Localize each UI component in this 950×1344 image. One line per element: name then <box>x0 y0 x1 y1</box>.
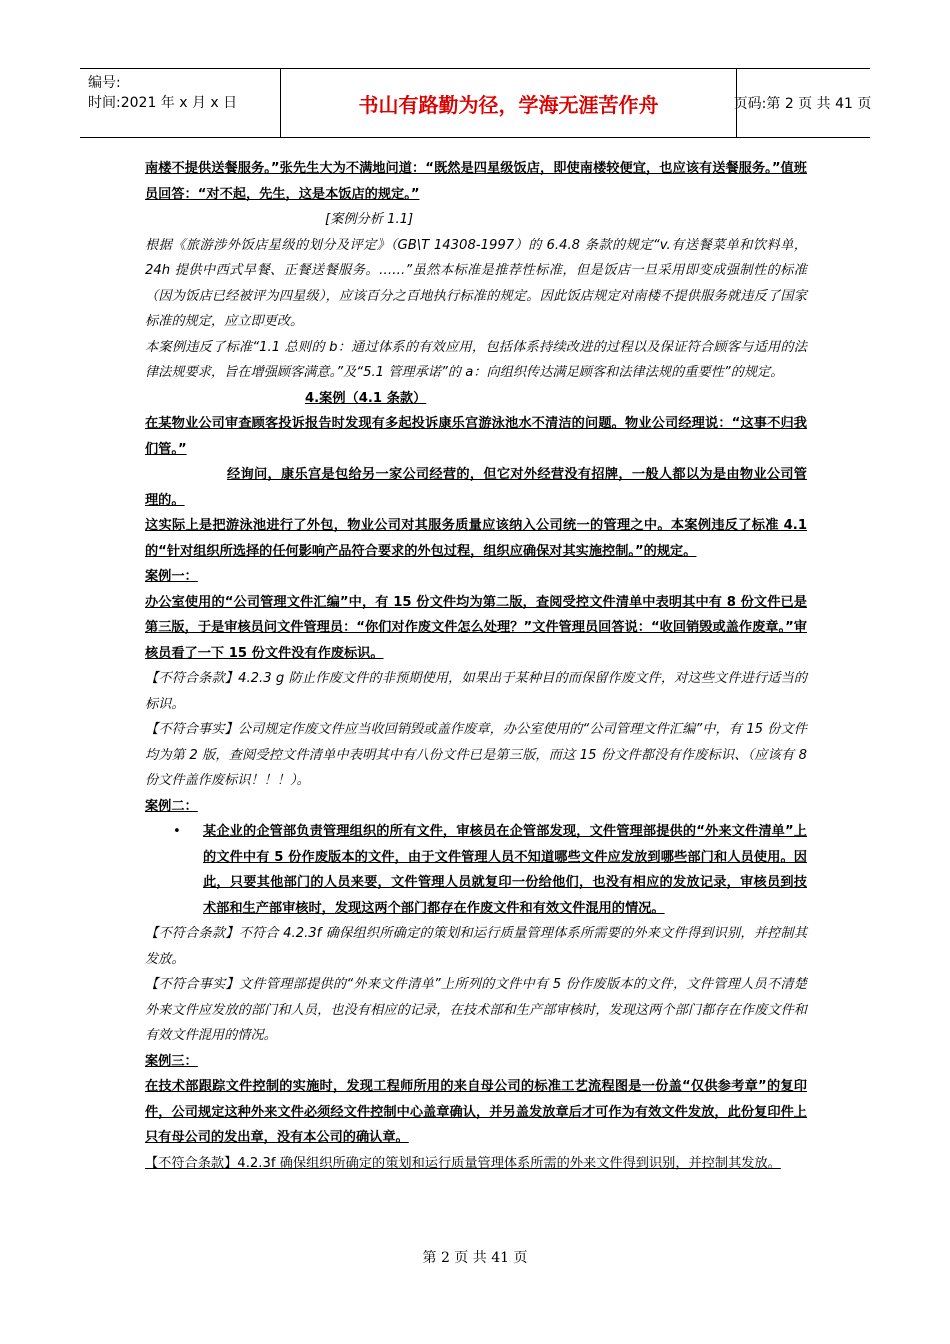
paragraph-case-one: 办公室使用的“公司管理文件汇编”中，有 15 份文件均为第二版，查阅受控文件清单中表明其中有 8 份文件已是第三版，于是审核员问文件管理员：“你们对作废文件怎么处理？”文件管理员回答说：“收回销毁或盖作废章。”审核员看了一下 15 份文件没有作废标识。 <box>145 594 807 661</box>
paragraph-case-three: 在技术部跟踪文件控制的实施时，发现工程师所用的来自母公司的标准工艺流程图是一份盖“仅供参考章”的复印件，公司规定这种外来文件必须经文件控制中心盖章确认，并另盖发放章后才可作为有效文件发放，此份复印件上只有母公司的发出章，没有本公司的确认章。 <box>145 1079 807 1145</box>
header-page-label: 页码:第 2 页 共 41 页 <box>733 96 872 112</box>
bullet-list-item <box>145 819 807 921</box>
header-motto: 书山有路勤为径，学海无涯苦作舟 <box>280 69 737 137</box>
case-one-heading: 案例一： <box>145 569 198 584</box>
header-meta <box>80 69 280 137</box>
case-three-heading: 案例三： <box>145 1053 198 1069</box>
paragraph-case-two: 某企业的企管部负责管理组织的所有文件，审核员在企管部发现，文件管理部提供的“外来文件清单”上的文件中有 5 份作废版本的文件，由于文件管理人员不知道哪些文件应发放到哪些部门和人员使用。因此，只要其他部门的人员来要，文件管理人员就复印一份给他们，也没有相应的发放记录，审核员到技术部和生产部审核时，发现这两个部门都存在作废文件和有效文件混用的情况。 <box>203 824 807 916</box>
paragraph-case-two-clause: 【不符合条款】不符合 4.2.3f 确保组织所确定的策划和运行质量管理体系所需要的外来文件得到识别，并控制其发放。 <box>145 926 807 967</box>
document-body <box>145 156 807 1176</box>
paragraph-case-one-clause: 【不符合条款】4.2.3 g 防止作废文件的非预期使用，如果出于某种目的而保留作废文件，对这些文件进行适当的标识。 <box>145 671 807 712</box>
case-two-heading: 案例二： <box>145 798 198 814</box>
page-footer: 第 2 页 共 41 页 <box>422 1250 528 1266</box>
paragraph-violation: 本案例违反了标准“1.1 总则的 b：通过体系的有效应用，包括体系持续改进的过程以及保证符合顾客与适用的法律法规要求，旨在增强顾客满意。”及“5.1 管理承诺”的 a：向组织传达满足顾客和法律法规的重要性”的规定。 <box>145 339 807 380</box>
bullet-icon: • <box>173 824 181 839</box>
paragraph-hotel-case-end: 南楼不提供送餐服务。”张先生大为不满地问道：“既然是四星级饭店，即使南楼较便宜，也应该有送餐服务。”值班员回答：“对不起，先生，这是本饭店的规定。” <box>145 161 807 202</box>
paragraph-inquiry: 经询问，康乐宫是包给另一家公司经营的，但它对外经营没有招牌，一般人都以为是由物业公司管理的。 <box>145 467 807 508</box>
paragraph-case-three-clause: 【不符合条款】4.2.3f 确保组织所确定的策划和运行质量管理体系所需的外来文件得到识别，并控制其发放。 <box>145 1155 781 1171</box>
paragraph-property-complaint: 在某物业公司审查顾客投诉报告时发现有多起投诉康乐宫游泳池水不清洁的问题。物业公司经理说：“这事不归我们管。” <box>145 416 807 457</box>
document-time-label: 时间:2021 年 x 月 x 日 <box>88 95 238 111</box>
page-header <box>80 68 870 138</box>
paragraph-case-two-fact: 【不符合事实】文件管理部提供的“外来文件清单”上所列的文件中有 5 份作废版本的文件，文件管理人员不清楚外来文件应发放的部门和人员，也没有相应的记录，在技术部和生产部审核时，发现这两个部门都存在作废文件和有效文件混用的情况。 <box>145 977 807 1043</box>
paragraph-outsourcing: 这实际上是把游泳池进行了外包，物业公司对其服务质量应该纳入公司统一的管理之中。本案例违反了标准 4.1 的“针对组织所选择的任何影响产品符合要求的外包过程，组织应确保对其实施控制。”的规定。 <box>145 518 807 559</box>
paragraph-analysis: 根据《旅游涉外饭店星级的划分及评定》（GB\T 14308-1997）的 6.4.8 条款的规定“v.有送餐菜单和饮料单，24h 提供中西式早餐、正餐送餐服务。……”虽然本标准是推荐性标准，但是饭店一旦采用即变成强制性的标准（因为饭店已经被评为四星级），应该百分之百地执行标准的规定。因此饭店规定对南楼不提供服务就违反了国家标准的规定，应立即更改。 <box>145 237 807 329</box>
document-number-label: 编号: <box>88 75 121 91</box>
paragraph-case-one-fact: 【不符合事实】公司规定作废文件应当收回销毁或盖作废章，办公室使用的“公司管理文件汇编”中，有 15 份文件均为第 2 版，查阅受控文件清单中表明其中有八份文件已是第三版，而这 15 份文件都没有作废标识、（应该有 8 份文件盖作废标识！！！）。 <box>145 722 807 788</box>
case-analysis-heading: [案例分析 1.1] <box>325 212 414 227</box>
section-heading-case-4: 4.案例（4.1 条款） <box>305 390 427 406</box>
